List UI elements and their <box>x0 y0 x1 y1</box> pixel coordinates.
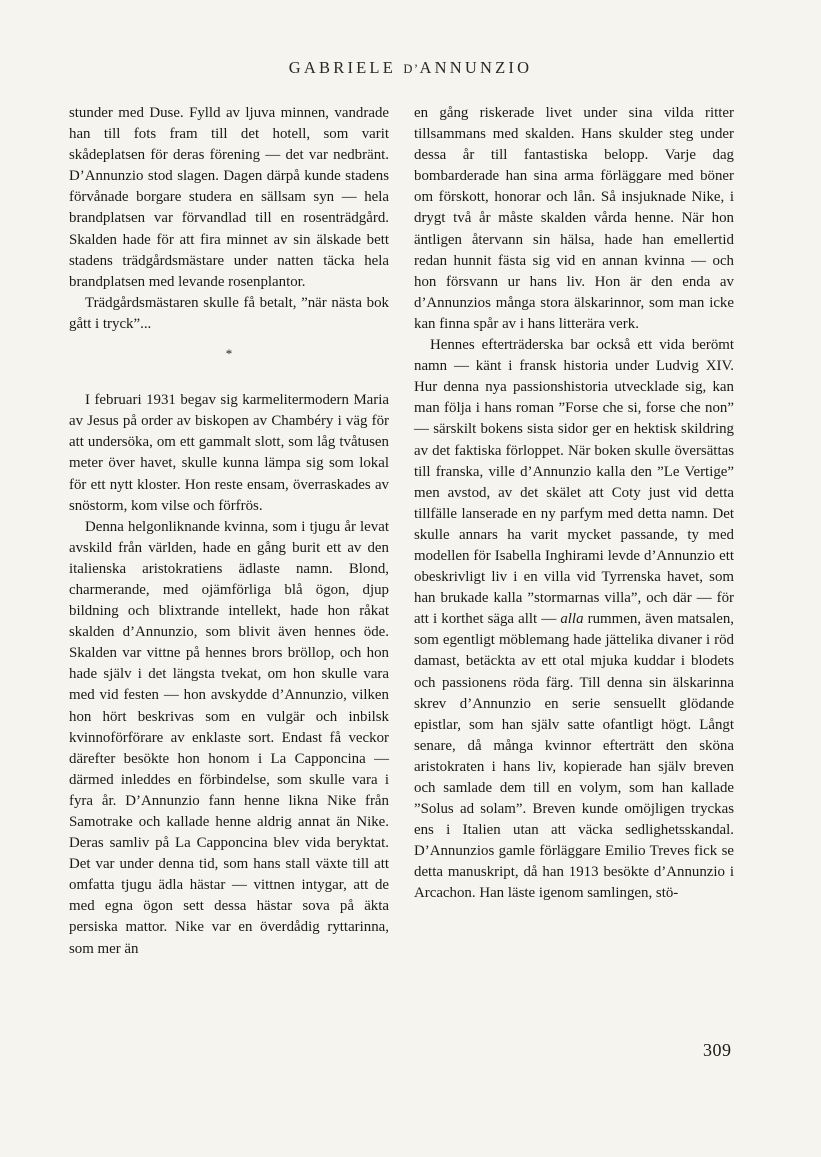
emphasized-word: alla <box>560 611 584 628</box>
paragraph: Denna helgonliknande kvinna, som i tjugu år levat avskild från världen, hade en gång burit ett av den italienska aristokratiens ädlaste namn. Blond, charmerande, med ojämförliga blå ögon, djup bildning och blixtrande intellekt, hade hon råkat skalden d’Annunzio, som blivit även hennes öde. Skalden var vittne på hennes brors bröllop, och hon hade själv i det längsta tvekat, om hon skulle vara med vid festen — hon avskydde d’Annunzio, vilken hon hört beskrivas som en vulgär och inbilsk kvinnoförförare av enklaste sort. Endast få veckor därefter besökte hon honom i La Capponcina — därmed inleddes en förbindelse, som skulle vara i fyra år. D’Annunzio fann henne likna Nike från Samotrake och kallade henne aldrig annat än Nike. Deras samliv på La Capponcina blev vida beryktat. Det var under denna tid, som hans stall växte till att omfatta tjugu ädla hästar — vittnen intygar, att de med egna ögon sett dessa hästar sova på äkta persiska mattor. Nike var en överdådig ryttarinna, som mer än <box>69 518 389 957</box>
paragraph <box>414 335 734 905</box>
paragraph-text: rummen, även matsalen, som egentligt möblemang hade jättelika divaner i röd damast, betäckta av ett otal mjuka kuddar i blodets och passionens röda färg. Till denna sin älskarinna skrev d’Annunzio en serie sensuellt glödande epistlar, som han själv satte ofantligt högt. Långt senare, då många kvinnor efterträtt den sköna aristokraten i hans liv, kopierade han själv breven och samlade dem till en volym, som han kallade ”Solus ad solam”. Breven kunde omöjligen tryckas ens i Italien utan att väcka sedlighetsskandal. D’Annunzios gamle förläggare Emilio Treves fick se detta manuskript, då han 1913 besökte d’Annunzio i Arcachon. Han läste igenom samlingen, stö- <box>414 611 734 902</box>
running-header <box>0 58 821 78</box>
header-title-rest: ANNUNZIO <box>419 58 533 77</box>
paragraph: stunder med Duse. Fylld av ljuva minnen, vandrade han till fots fram till det hotell, som varit skådeplatsen för deras förening — det var nedbränt. D’Annunzio stod slagen. Dagen därpå kunde stadens förvånade borgare studera en sällsam syn — hela brandplatsen var förvandlad till en rosenträdgård. Skalden hade för att fira minnet av sin älskade bett stadens trädgårdsmästare under natten täcka hela brandplatsen med levande rosenplantor. <box>69 105 389 290</box>
paragraph: en gång riskerade livet under sina vilda ritter tillsammans med skalden. Hans skulder steg under dessa år till fantastiska belopp. Varje dag bombarderade han sina arma förläggare med böner om förskott, honorar och lån. Så insjuknade Nike, i drygt två år måste skalden vårda henne. När hon äntligen återvann sin hälsa, hade han emellertid redan hunnit fästa sig vid en annan kvinna — och hon försvann ur hans liv. Hon är den enda av d’Annunzios många stora älskarinnor, som man icke kan finna spår av i hans litterära verk. <box>414 105 734 332</box>
header-title-small: D’ <box>403 62 420 76</box>
paragraph-text: Hennes efterträderska bar också ett vida berömt namn — känt i fransk historia under Ludvig XIV. Hur denna nya passionshistoria utvecklade sig, kan man följa i hans roman ”Forse che si, forse che non” — särskilt bokens sista sidor ger en hektisk skildring av det faktiska förloppet. När boken skulle översättas till franska, ville d’Annunzio kalla den ”Le Vertige” men avstod, av det skälet att Coty just vid detta tillfälle lanserade en ny parfym med detta namn. Det skulle annars ha varit mycket passande, ty med modellen för Isabella Inghirami levde d’Annunzio ett obeskrivligt liv i en villa vid Tyrrenska havet, som han brukade kalla ”stormarnas villa”, och där — för att i korthet säga allt — <box>414 337 734 628</box>
left-column <box>69 103 389 960</box>
page-number: 309 <box>703 1040 732 1060</box>
section-separator: * <box>225 346 233 362</box>
paragraph: I februari 1931 begav sig karmelitermodern Maria av Jesus på order av biskopen av Chambéry i väg för att undersöka, om ett gammalt slott, som låg tvåtusen meter över havet, skulle kunna lämpa sig som lokal för ett nytt kloster. Hon reste ensam, överraskades av snöstorm, kom vilse och förfrös. <box>69 392 389 514</box>
paragraph: Trädgårdsmästaren skulle få betalt, ”när nästa bok gått i tryck”... <box>69 294 389 332</box>
right-column <box>414 103 734 905</box>
header-title-main: GABRIELE <box>288 58 396 77</box>
